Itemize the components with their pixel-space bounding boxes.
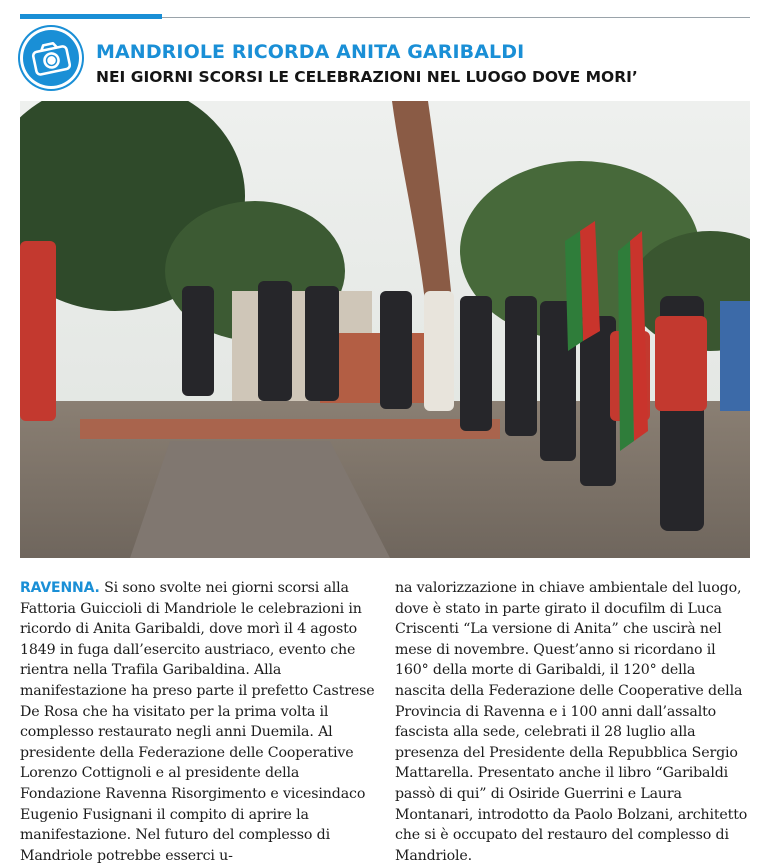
camera-icon xyxy=(31,40,71,76)
article-text-col2: na valorizzazione in chiave ambientale del luogo, dove è stato in parte girato il docufilm di Luca Criscenti “La versione di Anita” che uscirà nel mese di novembre. Quest’anno si ricordano il 160° della morte di Garibaldi, il 120° della nascita della Federazione delle Cooperative della Provincia di Ravenna e i 100 anni dall’assalto fascista alla sede, celebrati il 28 luglio alla presenza del Presidente della Repubblica Sergio Mattarella. Presentato anche il libro “Garibaldi passò di qui” di Osiride Guerrini e Laura Montanari, introdotto da Paolo Bolzani, architetto che si è occupato del restauro del complesso di Mandriole. xyxy=(395,580,748,864)
photo-icon xyxy=(20,101,750,558)
subheadline: NEI GIORNI SCORSI LE CELEBRAZIONI NEL LUOGO DOVE MORI’ xyxy=(96,68,638,86)
article-column-1 xyxy=(20,578,375,864)
article-body xyxy=(20,578,750,864)
header-accent-bar xyxy=(20,14,162,19)
dateline: RAVENNA. xyxy=(20,580,100,596)
camera-badge xyxy=(20,27,82,89)
headline: MANDRIOLE RICORDA ANITA GARIBALDI xyxy=(96,41,525,63)
ceremony-photo xyxy=(20,101,750,558)
header-rule xyxy=(162,17,750,18)
article-text-col1: Si sono svolte nei giorni scorsi alla Fattoria Guiccioli di Mandriole le celebrazioni in ricordo di Anita Garibaldi, dove morì il 4 agosto 1849 in fuga dall’esercito austriaco, evento che rientra nella Trafila Garibaldina. Alla manifestazione ha preso parte il prefetto Castrese De Rosa che ha visitato per la prima volta il complesso restaurato negli anni Duemila. Al presidente della Federazione delle Cooperative Lorenzo Cottignoli e al presidente della Fondazione Ravenna Risorgimento e vicesindaco Eugenio Fusignani il compito di aprire la manifestazione. Nel futuro del complesso di Mandriole potrebbe esserci u- xyxy=(20,580,375,864)
article-column-2 xyxy=(395,578,750,864)
